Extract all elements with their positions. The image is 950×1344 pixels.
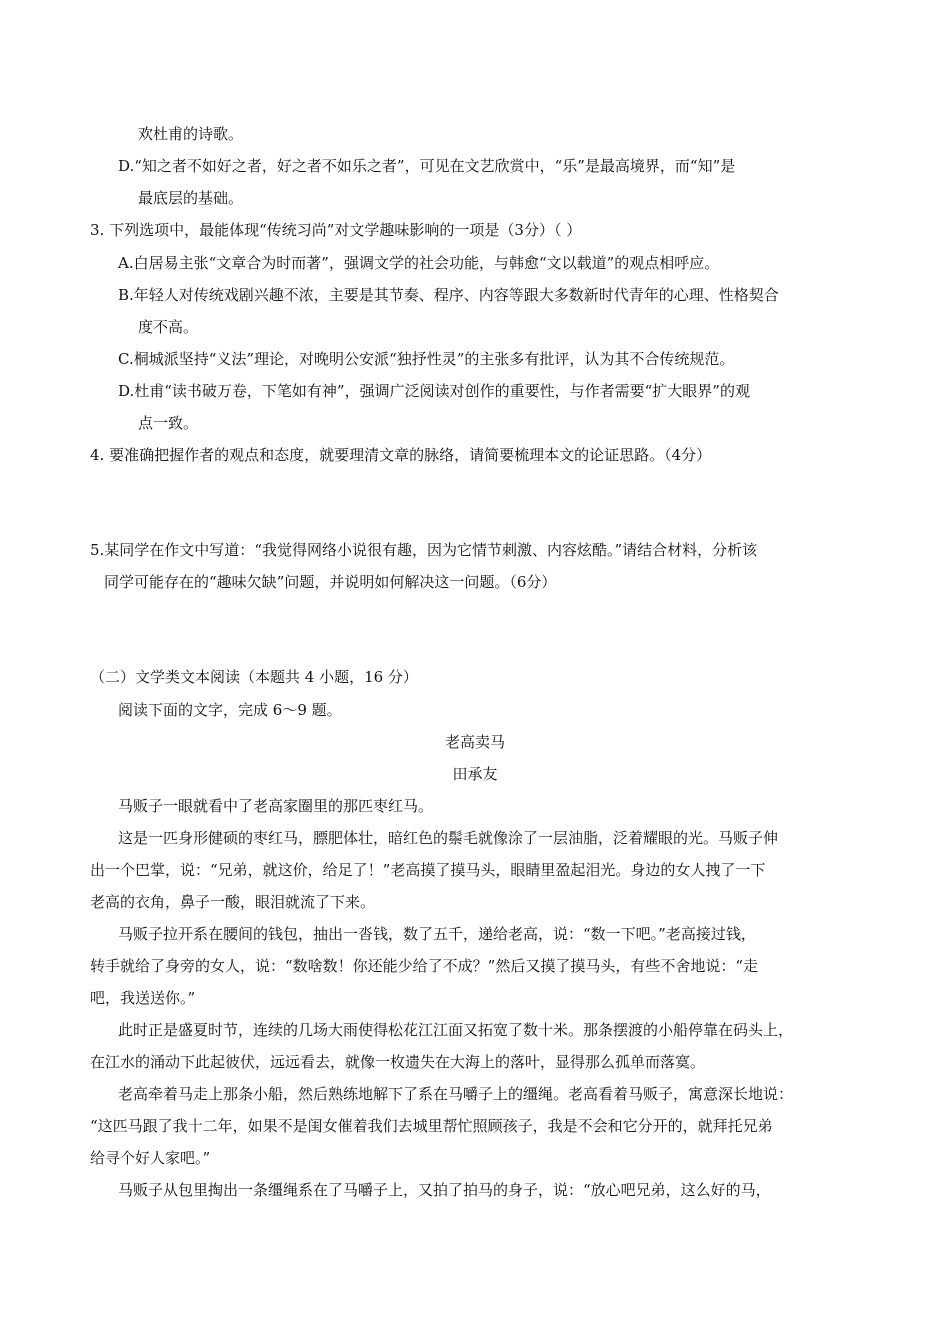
story-paragraph-line: 这是一匹身形健硕的枣红马，膘肥体壮，暗红色的鬃毛就像涂了一层油脂，泛着耀眼的光。马贩子伸 <box>118 829 779 847</box>
story-paragraph-line: 马贩子从包里掏出一条缰绳系在了马嚼子上，又拍了拍马的身子，说：“放心吧兄弟，这么好的马， <box>118 1181 771 1199</box>
q3-option-d-line2: 点一致。 <box>138 414 199 432</box>
story-author: 田承友 <box>452 765 498 783</box>
q3-option-b-line2: 度不高。 <box>138 318 199 336</box>
q2-option-c-continuation: 欢杜甫的诗歌。 <box>138 125 244 143</box>
story-paragraph-line: “这匹马跟了我十二年，如果不是闺女催着我们去城里帮忙照顾孩子，我是不会和它分开的，就拜托兄弟 <box>90 1117 773 1135</box>
story-paragraph-line: 出一个巴掌，说：“兄弟，就这价，给足了！”老高摸了摸马头，眼睛里盈起泪光。身边的女人拽了一下 <box>90 861 766 879</box>
section2-instruction: 阅读下面的文字，完成 6～9 题。 <box>118 701 342 719</box>
q3-option-a: A.白居易主张“文章合为时而著”，强调文学的社会功能，与韩愈“文以载道”的观点相呼应。 <box>118 254 720 272</box>
story-paragraph-line: 马贩子一眼就看中了老高家圈里的那匹枣红马。 <box>118 797 434 815</box>
q4-stem: 4. 要准确把握作者的观点和态度，就要理清文章的脉络，请简要梳理本文的论证思路。（4分） <box>90 446 712 464</box>
q2-option-d-line2: 最底层的基础。 <box>138 189 244 207</box>
q5-line2: 同学可能存在的“趣味欠缺”问题，并说明如何解决这一问题。（6分） <box>104 573 557 591</box>
q2-option-d-line1: D.“知之者不如好之者，好之者不如乐之者”，可见在文艺欣赏中，“乐”是最高境界，而“知”是 <box>118 157 736 175</box>
story-paragraph-line: 马贩子拉开系在腰间的钱包，抽出一沓钱，数了五千，递给老高，说：“数一下吧。”老高接过钱， <box>118 925 756 943</box>
story-paragraph-line: 转手就给了身旁的女人，说：“数啥数！你还能少给了不成？”然后又摸了摸马头，有些不舍地说：“走 <box>90 957 759 975</box>
story-paragraph-line: 吧，我送送你。” <box>90 989 196 1007</box>
q3-option-b-line1: B.年轻人对传统戏剧兴趣不浓，主要是其节奏、程序、内容等跟大多数新时代青年的心理、性格契合 <box>118 286 779 304</box>
story-paragraph-line: 老高牵着马走上那条小船，然后熟练地解下了系在马嚼子上的缰绳。老高看着马贩子，寓意深长地说： <box>118 1085 794 1103</box>
q3-stem: 3. 下列选项中，最能体现“传统习尚”对文学趣味影响的一项是（3分）（ ） <box>90 221 582 239</box>
section2-heading: （二）文学类文本阅读（本题共 4 小题，16 分） <box>90 668 418 686</box>
story-paragraph-line: 老高的衣角，鼻子一酸，眼泪就流了下来。 <box>90 893 376 911</box>
q5-line1: 5.某同学在作文中写道：“我觉得网络小说很有趣，因为它情节刺激、内容炫酷。”请结合材料，分析该 <box>90 541 758 559</box>
story-title: 老高卖马 <box>444 733 505 751</box>
q3-option-d-line1: D.杜甫“读书破万卷，下笔如有神”，强调广泛阅读对创作的重要性，与作者需要“扩大眼界”的观 <box>118 382 750 400</box>
story-paragraph-line: 此时正是盛夏时节，连续的几场大雨使得松花江江面又拓宽了数十米。那条摆渡的小船停靠在码头上， <box>118 1021 794 1039</box>
story-paragraph-line: 给寻个好人家吧。” <box>90 1149 211 1167</box>
story-paragraph-line: 在江水的涌动下此起彼伏，远远看去，就像一枚遗失在大海上的落叶，显得那么孤单而落寞。 <box>90 1053 706 1071</box>
q3-option-c: C.桐城派坚持“义法”理论，对晚明公安派“独抒性灵”的主张多有批评，认为其不合传统规范。 <box>118 350 735 368</box>
